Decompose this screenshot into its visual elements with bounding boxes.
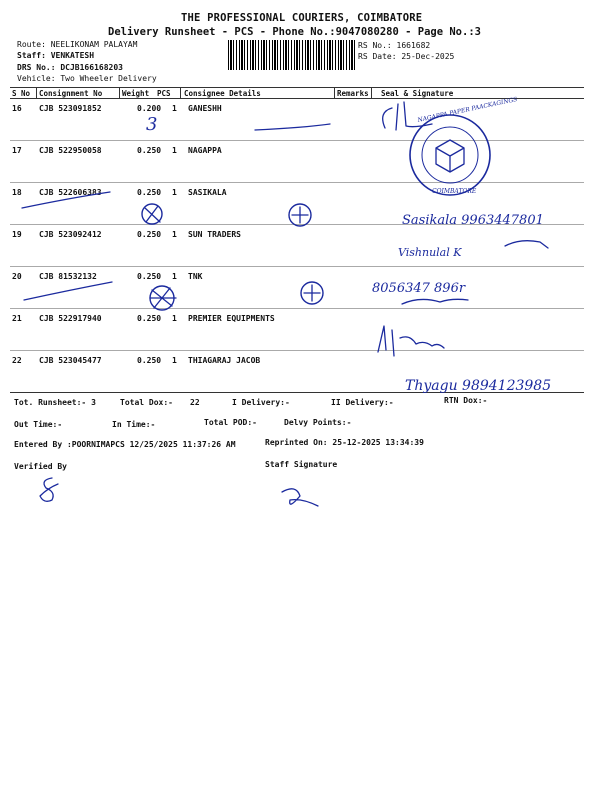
verified-by: Verified By xyxy=(14,462,67,471)
sun-traders-signature: Vishnulal K xyxy=(398,246,462,259)
row-weight: 0.250 xyxy=(137,356,162,365)
row-consignment: CJB 522606383 xyxy=(39,188,102,197)
row-sno: 16 xyxy=(12,104,22,113)
row-weight: 0.250 xyxy=(137,146,162,155)
row-weight: 0.250 xyxy=(137,314,162,323)
row-pcs: 1 xyxy=(172,356,177,365)
row-sno: 17 xyxy=(12,146,22,155)
col-header-pcs: PCS xyxy=(157,89,171,98)
col-header-remarks: Remarks xyxy=(337,89,369,98)
thiagaraj-phone: Thyagu 9894123985 xyxy=(405,378,552,394)
drs-label: DRS No.: DCJB166168203 xyxy=(17,63,123,72)
signature-stroke xyxy=(402,299,468,304)
strike-line xyxy=(24,282,112,300)
row-consignee: SASIKALA xyxy=(188,188,227,197)
ii-delivery: II Delivery:- xyxy=(331,398,394,407)
row-consignment: CJB 523092412 xyxy=(39,230,102,239)
route-label: Route: NEELIKONAM PALAYAM xyxy=(17,40,138,49)
row-pcs: 1 xyxy=(172,314,177,323)
row-sno: 19 xyxy=(12,230,22,239)
row-weight: 0.200 xyxy=(137,104,162,113)
tnk-phone: 8056347 896r xyxy=(372,281,466,296)
row-pcs: 1 xyxy=(172,230,177,239)
total-pod: Total POD:- xyxy=(204,418,257,427)
row-consignee: THIAGARAJ JACOB xyxy=(188,356,261,365)
row-consignee: NAGAPPA xyxy=(188,146,222,155)
col-header-consignee: Consignee Details xyxy=(184,89,261,98)
row-consignment: CJB 522917940 xyxy=(39,314,102,323)
total-dox-value: 22 xyxy=(190,398,200,407)
stamp-text: NAGAPPA PAPER PAACKAGINGS xyxy=(416,95,518,124)
row-consignment: CJB 81532132 xyxy=(39,272,97,281)
row-pcs: 1 xyxy=(172,104,177,113)
row-sno: 18 xyxy=(12,188,22,197)
row-consignee: SUN TRADERS xyxy=(188,230,241,239)
sasikala-phone: Sasikala 9963447801 xyxy=(402,213,544,228)
stamp-city: COIMBATORE xyxy=(432,188,477,195)
row-sno: 22 xyxy=(12,356,22,365)
vehicle-label: Vehicle: Two Wheeler Delivery xyxy=(17,74,157,83)
signature-premier xyxy=(378,326,444,356)
in-time: In Time:- xyxy=(112,420,156,429)
verified-by-signature xyxy=(40,478,58,501)
row-sno: 20 xyxy=(12,272,22,281)
tot-runsheet: Tot. Runsheet:- 3 xyxy=(14,398,96,407)
scribble-mark xyxy=(145,206,160,222)
staff-signature-mark xyxy=(282,489,318,506)
staff-signature-label: Staff Signature xyxy=(265,460,338,469)
delvy-points: Delvy Points:- xyxy=(284,418,352,427)
row-consignee: TNK xyxy=(188,272,203,281)
runsheet-subtitle: Delivery Runsheet - PCS - Phone No.:9047080280 - Page No.:3 xyxy=(108,26,481,38)
rs-date: RS Date: 25-Dec-2025 xyxy=(358,52,455,61)
row-weight: 0.250 xyxy=(137,272,162,281)
reprinted-on: Reprinted On: 25-12-2025 13:34:39 xyxy=(265,438,424,447)
row-pcs: 1 xyxy=(172,146,177,155)
row-weight: 0.250 xyxy=(137,188,162,197)
row-consignee: GANESHH xyxy=(188,104,222,113)
company-stamp xyxy=(410,96,518,195)
col-header-sno: S No xyxy=(12,89,31,98)
col-header-consignment: Consignment No xyxy=(39,89,103,98)
strike-line xyxy=(255,124,330,130)
row-sno: 21 xyxy=(12,314,22,323)
rtn-dox: RTN Dox:- xyxy=(444,396,488,405)
signature-stroke xyxy=(505,241,548,248)
entered-by: Entered By :POORNIMAPCS 12/25/2025 11:37:26 AM xyxy=(14,440,236,449)
circled-mark xyxy=(304,285,320,301)
total-dox-label: Total Dox:- xyxy=(120,398,173,407)
col-header-seal-signature: Seal & Signature xyxy=(381,89,454,98)
row-consignee: PREMIER EQUIPMENTS xyxy=(188,314,275,323)
staff-label: Staff: VENKATESH xyxy=(17,51,95,60)
row-pcs: 1 xyxy=(172,272,177,281)
row-pcs: 1 xyxy=(172,188,177,197)
col-header-weight: Weight xyxy=(122,89,150,98)
row-weight: 0.250 xyxy=(137,230,162,239)
row-consignment: CJB 523091852 xyxy=(39,104,102,113)
company-title: THE PROFESSIONAL COURIERS, COIMBATORE xyxy=(181,12,423,24)
strike-line xyxy=(22,192,110,208)
out-time: Out Time:- xyxy=(14,420,63,429)
row-consignment: CJB 523045477 xyxy=(39,356,102,365)
rs-number: RS No.: 1661682 xyxy=(358,41,431,50)
i-delivery: I Delivery:- xyxy=(232,398,290,407)
circled-mark xyxy=(292,207,308,223)
pcs-correction-mark: 3 xyxy=(146,114,158,135)
row-consignment: CJB 522950058 xyxy=(39,146,102,155)
